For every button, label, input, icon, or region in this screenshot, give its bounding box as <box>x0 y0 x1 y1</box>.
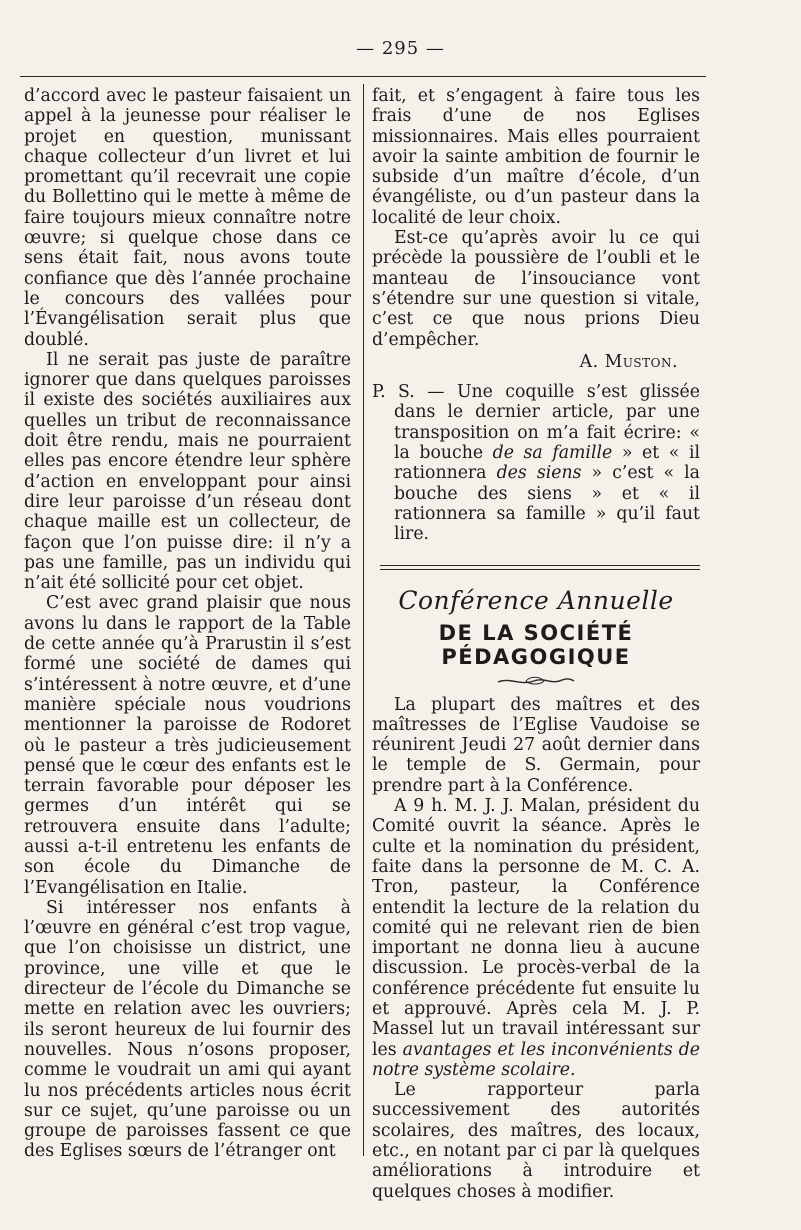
paragraph: d’accord avec le pasteur faisaient un appel à la jeunesse pour réaliser le projet en question, munissant chaque collecteur d’un livret et lui promettant qu’il recevrait une copie du Bollettino qui le mette à même de faire toujours mieux connaître notre œuvre; si quelque chose dans ce sens était fait, nous avons toute confiance que dès l’année prochaine le concours des vallées pour l’Évangélisation serait plus que doublé. <box>24 86 351 350</box>
section-separator <box>380 565 700 570</box>
italic-topic: avantages et les inconvénients de notre système scolaire. <box>372 1039 700 1080</box>
postscript-text: P. S. — Une coquille s’est glissée dans le dernier article, par une transposition on m’a fait écrire: « la bouche <box>372 382 700 464</box>
postscript <box>372 382 700 544</box>
paragraph-text: A 9 h. M. J. J. Malan, président du Comité ouvrit la séance. Après le culte et la nomination du président, faite dans la personne de M. C. A. Tron, pasteur, la Conférence entendit la lecture de la relation du comité qui ne relevant rien de bien important ne donna lieu à aucune discussion. Le procès-verbal de la conférence précédente fut ensuite lu et approuvé. Après cela M. J. P. Massel lut un travail intéressant sur les <box>372 796 700 1060</box>
paragraph: La plupart des maîtres et des maîtresses de l’Eglise Vaudoise se réunirent Jeudi 27 août dernier dans le temple de S. Germain, pour prendre part à la Conférence. <box>372 694 700 796</box>
author-signature: A. Muston. <box>579 351 678 372</box>
column-divider <box>363 84 364 1156</box>
postscript-italic: des siens <box>496 463 582 484</box>
right-column <box>372 86 700 1202</box>
paragraph: C’est avec grand plaisir que nous avons lu dans le rapport de la Table de cette année qu’à Prarustin il s’est formé une société de dames qui s’intéressent à notre œuvre, et d’une manière spéciale nous voudrions mentionner la paroisse de Rodoret où le pasteur a très judicieusement pensé que le cœur des enfants est le terrain favorable pour déposer les germes d’un intérêt qui se retrouvera ensuite dans l’adulte; aussi a-t-il entretenu les enfants de son école du Dimanche de l’Evangélisation en Italie. <box>24 593 351 898</box>
postscript-italic: de sa famille <box>492 443 613 464</box>
paragraph: Si intéresser nos enfants à l’œuvre en général c’est trop vague, que l’on choisisse un district, une province, une ville et que le directeur de l’école du Dimanche se mette en relation avec les ouvriers; ils seront heureux de lui fournir des nouvelles. Nous n’osons proposer, comme le voudrait un ami qui ayant lu nos précédents articles nous écrit sur ce sujet, qu’une paroisse ou un groupe de paroisses fassent ce que des Eglises sœurs de l’étranger ont <box>24 897 351 1162</box>
ornament-flourish-icon <box>496 675 576 687</box>
page-number: — 295 — <box>356 38 445 59</box>
paragraph: Il ne serait pas juste de paraître ignorer que dans quelques paroisses il existe des sociétés auxiliaires aux quelles un tribut de reconnaissance doit être rendu, mais ne pourraient elles pas encore étendre leur sphère d’action en enveloppant pour ainsi dire leur paroisse d’un réseau dont chaque maille est un collecteur, de façon que l’on puisse dire: il n’y a pas une famille, pas un individu qui n’ait été sollicité pour cet objet. <box>24 349 351 594</box>
paragraph <box>372 796 700 1080</box>
postscript-text: » et « il rationnera <box>394 443 701 484</box>
postscript-text: » c’est « la bouche des siens » et « il rationnera sa famille » qu’il faut lire. <box>394 463 700 545</box>
paragraph: Le rapporteur parla successivement des autorités scolaires, des maîtres, des locaux, etc., en notant par ci par là quelques améliorations à introduire et quelques choses à modifier. <box>372 1080 700 1202</box>
paragraph: fait, et s’engagent à faire tous les frais d’une de nos Eglises missionnaires. Mais elles pourraient avoir la sainte ambition de fournir le subside d’un maître d’école, d’un évangéliste, ou d’un pasteur dans la localité de leur choix. <box>372 86 700 228</box>
section-title: Conférence Annuelle <box>398 585 674 615</box>
left-column <box>24 86 351 1162</box>
header-rule <box>20 76 706 77</box>
section-subtitle: DE LA SOCIÉTÉ PÉDAGOGIQUE <box>438 620 634 669</box>
paragraph: Est-ce qu’après avoir lu ce qui précède la poussière de l’oubli et le manteau de l’insouciance vont s’étendre sur une question si vitale, c’est ce que nous prions Dieu d’empêcher. <box>372 228 700 350</box>
